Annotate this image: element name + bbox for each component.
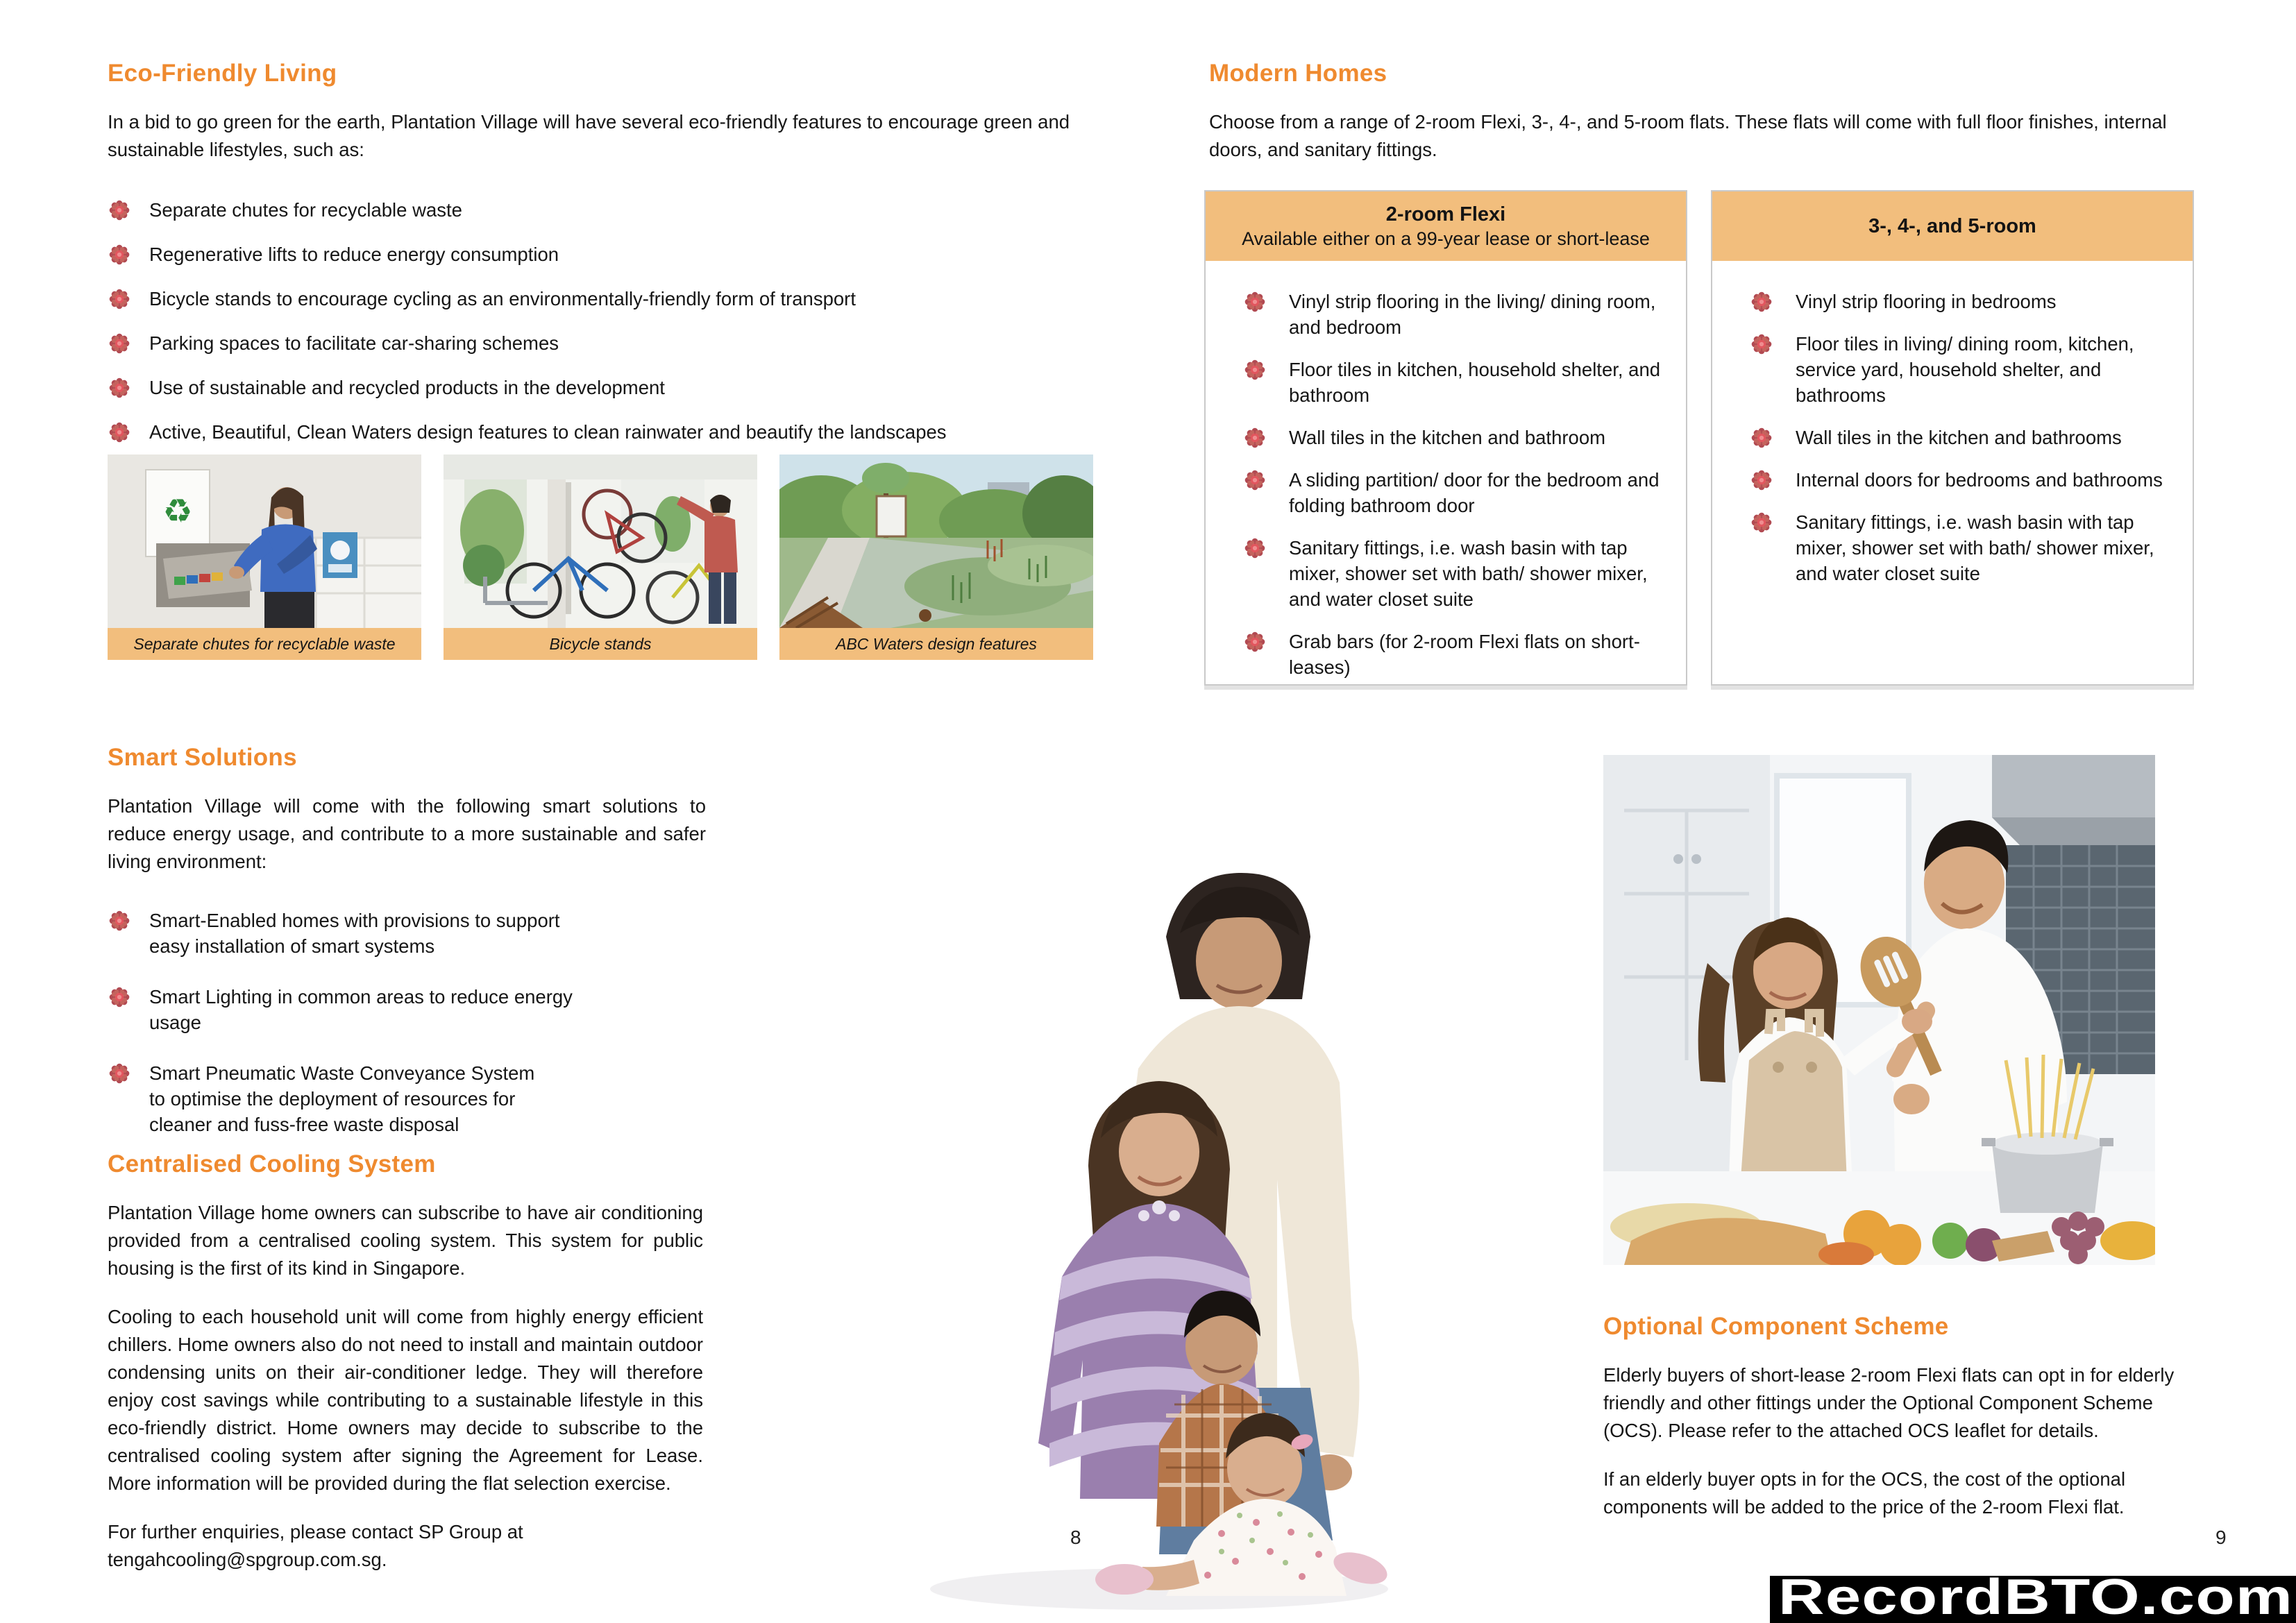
list-item (1243, 289, 1661, 340)
section-eco-friendly-living (108, 60, 1104, 464)
watermark-banner (1770, 1576, 2296, 1623)
spec-table-2room-title: 2-room Flexi (1385, 203, 1506, 226)
flower-bullet-icon (1243, 468, 1267, 492)
flower-bullet-icon (1243, 358, 1267, 382)
spec-table-2room-flexi (1204, 190, 1687, 686)
list-item-text: Smart Pneumatic Waste Conveyance System to optimise the deployment of resources for cleaner and fuss-free waste disposal (149, 1062, 535, 1135)
flower-bullet-icon (1243, 630, 1267, 654)
photo-caption: ABC Waters design features (779, 628, 1093, 660)
modern-homes-title: Modern Homes (1209, 60, 1387, 87)
spec-table-345room-bullet-list (1712, 261, 2193, 586)
list-item-text: Sanitary fittings, i.e. wash basin with tap mixer, shower set with bath/ shower mixer, and water closet suite (1796, 511, 2154, 584)
spec-table-2room-subtitle: Available either on a 99-year lease or short-lease (1242, 228, 1650, 249)
flower-bullet-icon (1243, 426, 1267, 450)
list-item-text: Floor tiles in living/ dining room, kitchen, service yard, household shelter, and bathrooms (1796, 333, 2134, 406)
list-item-text: A sliding partition/ door for the bedroom and folding bathroom door (1289, 469, 1660, 516)
list-item (1750, 331, 2168, 408)
page-number-left: 8 (1070, 1527, 1081, 1548)
list-item-text: Wall tiles in the kitchen and bathroom (1289, 427, 1606, 448)
spec-table-2room-bullet-list (1206, 261, 1686, 680)
list-item (1243, 629, 1661, 680)
spec-table-2room-header (1206, 192, 1686, 261)
list-item-text: Wall tiles in the kitchen and bathrooms (1796, 427, 2122, 448)
section-modern-homes (1209, 60, 2205, 164)
list-item-text: Smart-Enabled homes with provisions to support easy installation of smart systems (149, 910, 560, 957)
photo-family (833, 791, 1444, 1623)
flower-bullet-icon (1750, 511, 1773, 534)
list-item-text: Separate chutes for recyclable waste (149, 199, 462, 221)
list-item (108, 241, 1104, 267)
list-item-text: Floor tiles in kitchen, household shelter, and bathroom (1289, 359, 1661, 406)
list-item-text: Vinyl strip flooring in bedrooms (1796, 291, 2057, 312)
flower-bullet-icon (1243, 536, 1267, 560)
photo-abc-waters (779, 454, 1093, 628)
ocs-title: Optional Component Scheme (1603, 1313, 1949, 1340)
list-item (108, 375, 1104, 400)
list-item (1750, 289, 2168, 314)
list-item (1243, 535, 1661, 612)
list-item-text: Vinyl strip flooring in the living/ dining room, and bedroom (1289, 291, 1656, 338)
spec-table-345room (1711, 190, 2194, 686)
eco-friendly-bullet-list (108, 197, 1104, 445)
list-item-text: Use of sustainable and recycled products in the development (149, 377, 665, 398)
smart-solutions-title: Smart Solutions (108, 744, 297, 771)
page-number-right: 9 (2215, 1527, 2227, 1548)
flower-bullet-icon (108, 420, 131, 444)
watermark-text: RecordBTO.com (1778, 1576, 2294, 1623)
flower-bullet-icon (108, 243, 131, 266)
flower-bullet-icon (108, 909, 131, 933)
list-item-text: Bicycle stands to encourage cycling as an environmentally-friendly form of transport (149, 288, 856, 309)
photo-kitchen-couple (1603, 755, 2155, 1265)
section-centralised-cooling (108, 1150, 703, 1574)
photo-recycling-chute (108, 454, 421, 628)
flower-bullet-icon (1750, 290, 1773, 314)
list-item (108, 286, 1104, 312)
photo-card-bicycle-stands (444, 454, 757, 660)
list-item (108, 197, 1104, 223)
list-item (108, 908, 593, 959)
section-optional-component-scheme (1603, 1313, 2202, 1521)
list-item (108, 330, 1104, 356)
list-item (108, 1060, 552, 1137)
flower-bullet-icon (1243, 290, 1267, 314)
eco-friendly-living-intro: In a bid to go green for the earth, Plantation Village will have several eco-friendly features to encourage green and sustainable lifestyles, such as: (108, 111, 1070, 160)
list-item-text: Parking spaces to facilitate car-sharing schemes (149, 332, 559, 354)
list-item (1750, 509, 2168, 586)
list-item (108, 984, 593, 1035)
spec-table-345room-title: 3-, 4-, and 5-room (1868, 215, 2036, 237)
photo-card-abc-waters (779, 454, 1093, 660)
centralised-cooling-title: Centralised Cooling System (108, 1150, 436, 1178)
list-item (1243, 467, 1661, 518)
flower-bullet-icon (108, 1062, 131, 1085)
eco-friendly-living-title: Eco-Friendly Living (108, 60, 337, 87)
photo-caption: Bicycle stands (444, 628, 757, 660)
flower-bullet-icon (1750, 332, 1773, 356)
list-item-text: Regenerative lifts to reduce energy consumption (149, 244, 559, 265)
ocs-para2: If an elderly buyer opts in for the OCS, the cost of the optional components will be added to the price of the 2-room Flexi flat. (1603, 1468, 2126, 1518)
svg-text:♻: ♻ (162, 493, 193, 530)
photo-bicycle-stands (444, 454, 757, 628)
photo-card-recycling-chute (108, 454, 421, 660)
centralised-cooling-para2: Cooling to each household unit will come from highly energy efficient chillers. Home owners also do not need to install and maintain outdoor condensing units on their air-conditioner ledge. They will therefore enjoy cost savings while contributing to a sustainable lifestyle in this eco-friendly district. Home owners may decide to subscribe to the centralised cooling system after signing the Agreement for Lease. More information will be provided during the flat selection exercise. (108, 1306, 703, 1494)
list-item-text: Active, Beautiful, Clean Waters design features to clean rainwater and beautify the landscapes (149, 421, 947, 443)
ocs-para1: Elderly buyers of short-lease 2-room Flexi flats can opt in for elderly friendly and other fittings under the Optional Component Scheme (OCS). Please refer to the attached OCS leaflet for details. (1603, 1364, 2175, 1441)
flower-bullet-icon (108, 332, 131, 355)
photo-caption: Separate chutes for recyclable waste (108, 628, 421, 660)
spec-table-345room-header (1712, 192, 2193, 261)
smart-solutions-intro: Plantation Village will come with the following smart solutions to reduce energy usage, and contribute to a more sustainable and safer living environment: (108, 795, 706, 872)
flower-bullet-icon (1750, 426, 1773, 450)
flower-bullet-icon (108, 376, 131, 400)
flower-bullet-icon (108, 287, 131, 311)
section-smart-solutions (108, 744, 706, 1155)
list-item (1243, 425, 1661, 450)
list-item-text: Grab bars (for 2-room Flexi flats on short-leases) (1289, 631, 1640, 678)
centralised-cooling-para1: Plantation Village home owners can subscribe to have air conditioning provided from a centralised cooling system. This system for public housing is the first of its kind in Singapore. (108, 1202, 703, 1279)
centralised-cooling-para3: For further enquiries, please contact SP Group at tengahcooling@spgroup.com.sg. (108, 1521, 523, 1570)
list-item (1243, 357, 1661, 408)
list-item-text: Sanitary fittings, i.e. wash basin with tap mixer, shower set with bath/ shower mixer, and water closet suite (1289, 537, 1648, 610)
smart-solutions-bullet-list (108, 908, 593, 1137)
flower-bullet-icon (108, 985, 131, 1009)
list-item (1750, 467, 2168, 493)
flower-bullet-icon (108, 198, 131, 222)
flower-bullet-icon (1750, 468, 1773, 492)
list-item (1750, 425, 2168, 450)
list-item (108, 419, 1104, 445)
list-item-text: Internal doors for bedrooms and bathrooms (1796, 469, 2163, 491)
modern-homes-intro: Choose from a range of 2-room Flexi, 3-, 4-, and 5-room flats. These flats will come with full floor finishes, internal doors, and sanitary fittings. (1209, 111, 2167, 160)
list-item-text: Smart Lighting in common areas to reduce energy usage (149, 986, 573, 1033)
